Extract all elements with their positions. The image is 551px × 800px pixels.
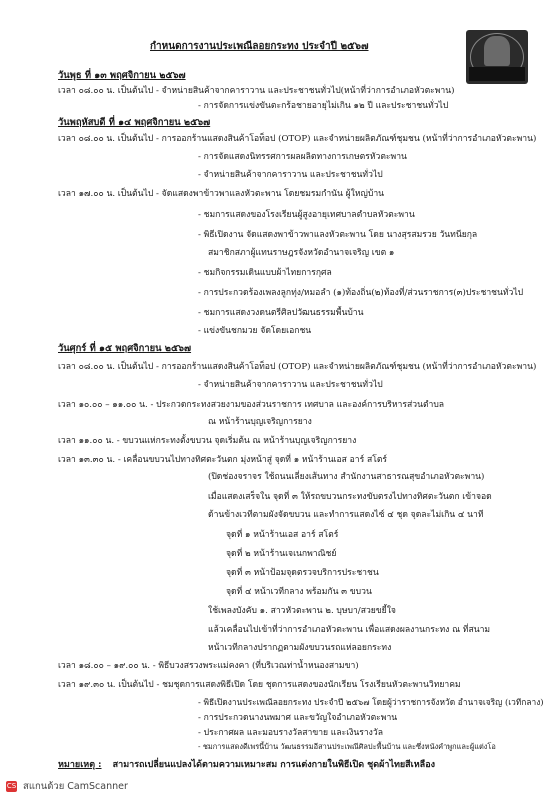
schedule-line: - พิธีเปิดงาน จัดแสดงพาข้าวพาแลงหัวตะพาน โดย นางสุรสมรวย วันทนียกุล [198,230,478,240]
schedule-line: - ชมกิจกรรมเดินแบบผ้าไทยการกุศล [198,268,332,278]
schedule-line: - การจัดแสดงนิทรรศการผลผลิตทางการเกษตรหัวตะพาน [198,152,407,162]
schedule-line: จุดที่ ๓ หน้าป้อมจุดตรวจบริการประชาชน [226,568,379,578]
schedule-line: แล้วเคลื่อนไปเข้าที่ว่าการอำเภอหัวตะพาน เพื่อแสดงผลงานกระทง ณ ที่สนาม [208,625,491,635]
camscanner-icon: CS [6,782,17,790]
schedule-line: - พิธีเปิดงานประเพณีลอยกระทง ประจำปี ๒๕๖๗ โดยผู้ว่าราชการจังหวัด อำนาจเจริญ (เวทีกลาง) [198,697,544,707]
schedule-line: - ประกาศผล และมอบรางวัลสาขาย และเงินรางวัล [198,728,383,738]
schedule-line: จุดที่ ๒ หน้าร้านเจเนกพาณิชย์ [226,549,337,559]
schedule-line: - การประกวดร้องเพลงลูกทุ่ง/หมอลำ (๑)ท้องถิ่น(๒)ท้องที่/ส่วนราชการ(๓)ประชาชนทั่วไป [198,288,524,298]
schedule-line: ณ หน้าร้านบุญเจริญการยาง [208,417,312,427]
schedule-line: ใช้เพลงบังคับ ๑. สาวหัวตะพาน ๒. บุษบา/สวยขยี้ใจ [208,606,396,616]
day-heading-2: วันพฤหัสบดี ที่ ๑๔ พฤศจิกายน ๒๕๖๗ [58,117,211,128]
remark-label: หมายเหตุ : [58,760,102,770]
schedule-line: ด้านข้างเวทีตามผังจัดขบวน และทำการแสดงไซ์ ๔ ชุด จุดละไม่เกิน ๔ นาที [208,510,484,520]
remark-text: สามารถเปลี่ยนแปลงได้ตามความเหมาะสม การแต่งกายในพิธีเปิด ชุดผ้าไทยสีเหลือง [112,760,435,770]
logo-text-bar [469,67,525,81]
schedule-line: จุดที่ ๑ หน้าร้านเอส อาร์ สโตร์ [226,530,339,540]
schedule-line: เวลา ๐๘.๐๐ น. เป็นต้นไป - จำหน่ายสินค้าจากคาราวาน และประชาชนทั่วไป(หน้าที่ว่าการอำเภอหัวตะพาน) [58,86,455,96]
schedule-line: เวลา ๐๘.๐๐ น. เป็นต้นไป - การออกร้านแสดงสินค้าโอท็อป (OTOP) และจำหน่ายผลิตภัณฑ์ชุมชน (หน้าที่ว่าการอำเภอหัวตะพาน) [58,134,537,144]
schedule-line: - การประกวดนางนพมาศ และขวัญใจอำเภอหัวตะพาน [198,713,398,723]
day-heading-3: วันศุกร์ ที่ ๑๕ พฤศจิกายน ๒๕๖๗ [58,343,192,354]
schedule-line: หน้าเวทีกลางปรากฏตามผังขบวนรถแห่ลอยกระทง [208,643,392,653]
schedule-line: เวลา ๑๐.๐๐ – ๑๑.๐๐ น. - ประกวดกระทงสวยงามของส่วนราชการ เทศบาล และองค์การบริหารส่วนตำบล [58,400,445,410]
schedule-line: - แข่งขันชกมวย จัดโดยเอกชน [198,326,312,336]
document-title: กำหนดการงานประเพณีลอยกระทง ประจำปี ๒๕๖๗ [150,41,369,52]
scanner-watermark-text: สแกนด้วย CamScanner [23,781,128,792]
day-heading-1: วันพุธ ที่ ๑๓ พฤศจิกายน ๒๕๖๗ [58,70,186,81]
festival-logo [466,30,528,84]
schedule-line: - ชมการแสดงดีเพรนี้บ้าน วัฒนธรรมอีสานประเพณีศิลปะพื้นบ้าน และซึ่งหนังคำพูกและผู้แต่งโอ [198,742,496,751]
schedule-line: เวลา ๐๘.๐๐ น. เป็นต้นไป - การออกร้านแสดงสินค้าโอท็อป (OTOP) และจำหน่ายผลิตภัณฑ์ชุมชน (หน้าที่ว่าการอำเภอหัวตะพาน) [58,362,537,372]
schedule-line: จุดที่ ๔ หน้าเวทีกลาง พร้อมกัน ๓ ขบวน [226,587,372,597]
schedule-line: เวลา ๑๑.๐๐ น. - ขบวนแห่กระทงตั้งขบวน จุดเริ่มต้น ณ หน้าร้านบุญเจริญการยาง [58,436,357,446]
schedule-line: เวลา ๑๙.๓๐ น. เป็นต้นไป - ชมชุดการแสดงพิธีเปิด โดย ชุดการแสดงของนักเรียน โรงเรียนหัวตะพานวิทยาคม [58,680,461,690]
schedule-line: - ชมการแสดงของโรงเรียนผู้สูงอายุเทศบาลตำบลหัวตะพาน [198,210,415,220]
schedule-line: - การจัดการแข่งขันตะกร้อชายอายุไม่เกิน ๑๒ ปี และประชาชนทั่วไป [198,101,449,111]
schedule-line: เวลา ๑๘.๐๐ – ๑๙.๐๐ น. - พิธีบวงสรวงพระแม่คงคา (ที่บริเวณท่าน้ำหนองสามขา) [58,661,359,671]
scanner-watermark [6,781,128,794]
schedule-line: สมาชิกสภาผู้แทนราษฎรจังหวัดอำนาจเจริญ เขต ๑ [208,248,395,258]
schedule-line: เวลา ๑๗.๐๐ น. เป็นต้นไป - จัดแสดงพาข้าวพาแลงหัวตะพาน โดยชมรมกำนัน ผู้ใหญ่บ้าน [58,189,385,199]
schedule-line: - จำหน่ายสินค้าจากคาราวาน และประชาชนทั่วไป [198,380,383,390]
schedule-line: เวลา ๑๓.๓๐ น. - เคลื่อนขบวนไปทางทิศตะวันตก มุ่งหน้าสู่ จุดที่ ๑ หน้าร้านเอส อาร์ สโตร์ [58,455,388,465]
schedule-line: - จำหน่ายสินค้าจากคาราวาน และประชาชนทั่วไป [198,170,383,180]
schedule-line: (ปิดช่องจราจร ใช้ถนนเลี่ยงเส้นทาง สำนักงานสาธารณสุขอำเภอหัวตะพาน) [208,472,485,482]
logo-figure [484,36,510,66]
schedule-line: เมื่อแสดงเสร็จใน จุดที่ ๓ ให้รถขบวนกระทงขับตรงไปทางทิศตะวันตก เข้าจอด [208,492,492,502]
remark [58,760,435,772]
schedule-line: - ชมการแสดงวงดนตรีศิลปวัฒนธรรมพื้นบ้าน [198,308,364,318]
